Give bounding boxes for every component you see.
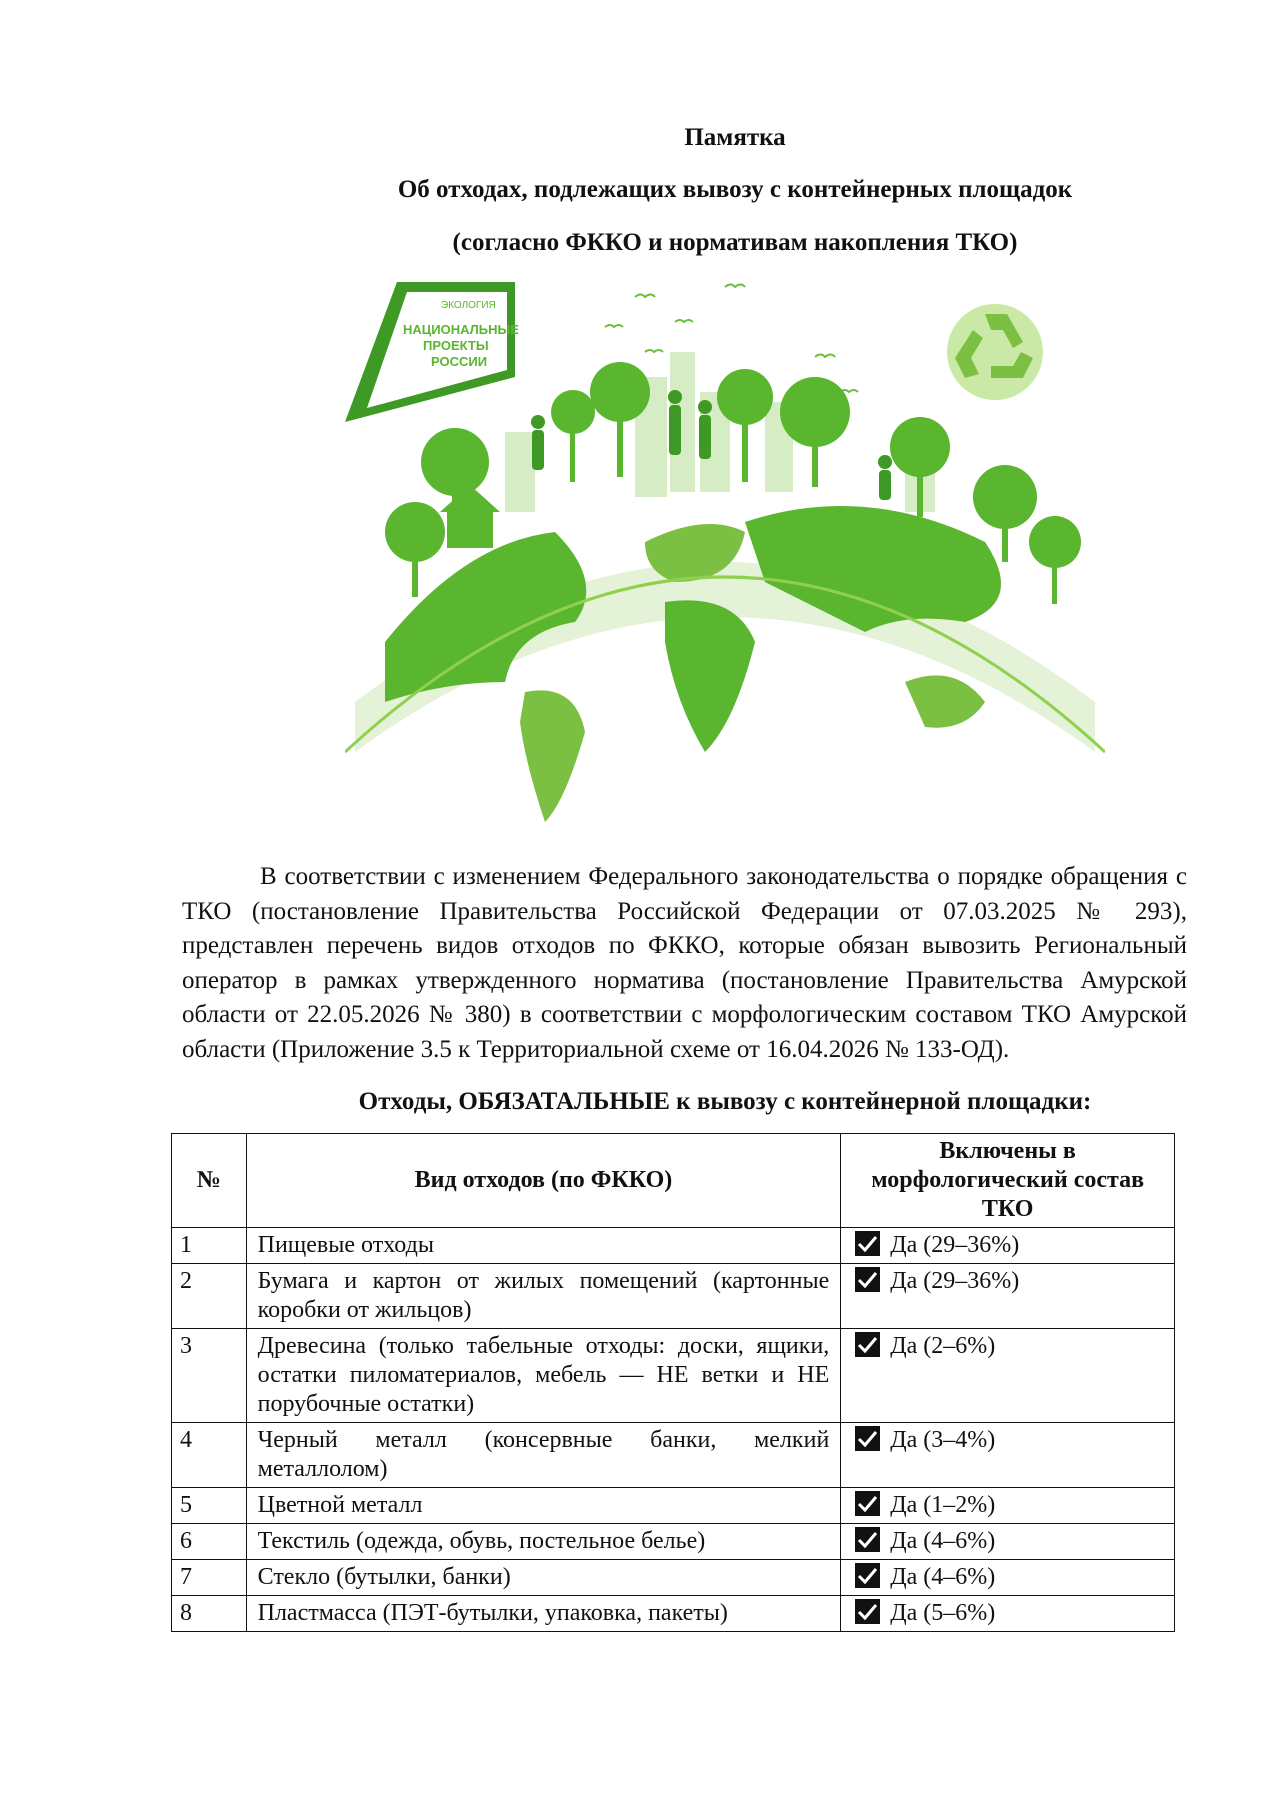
table-row <box>172 1596 1175 1632</box>
table-title: Отходы, ОБЯЗАТАЛЬНЫЕ к вывозу с контейнерной площадки: <box>358 1088 1092 1115</box>
row-included <box>841 1329 1175 1423</box>
included-value: Да (5–6%) <box>890 1600 996 1626</box>
checkbox-checked-icon <box>855 1231 880 1256</box>
globe <box>345 506 1105 837</box>
page-subtitle: Об отходах, подлежащих вывозу с контейнерных площадок <box>397 176 1073 203</box>
row-included <box>841 1524 1175 1560</box>
included-value: Да (4–6%) <box>890 1564 996 1590</box>
checkbox-checked-icon <box>855 1527 880 1552</box>
row-type: Древесина (только табельные отходы: доски, ящики, остатки пиломатериалов, мебель — НЕ ветки и НЕ порубочные остатки) <box>246 1329 841 1423</box>
row-num: 8 <box>172 1596 247 1632</box>
row-type: Текстиль (одежда, обувь, постельное белье) <box>246 1524 841 1560</box>
row-num: 3 <box>172 1329 247 1423</box>
row-type: Черный металл (консервные банки, мелкий металлолом) <box>246 1423 841 1488</box>
logo-text-1: НАЦИОНАЛЬНЫЕ <box>403 322 519 337</box>
table-row <box>172 1264 1175 1329</box>
row-type: Цветной металл <box>246 1488 841 1524</box>
row-num: 5 <box>172 1488 247 1524</box>
row-type: Пластмасса (ПЭТ-бутылки, упаковка, пакеты) <box>246 1596 841 1632</box>
eco-illustration <box>345 282 1105 837</box>
row-included <box>841 1596 1175 1632</box>
logo-text-3: РОССИИ <box>431 354 488 369</box>
table-row <box>172 1488 1175 1524</box>
checkbox-checked-icon <box>855 1332 880 1357</box>
header-type: Вид отходов (по ФККО) <box>246 1134 841 1228</box>
page-title: Памятка <box>684 124 786 151</box>
table-header-row <box>172 1134 1175 1228</box>
checkbox-checked-icon <box>855 1563 880 1588</box>
row-type: Стекло (бутылки, банки) <box>246 1560 841 1596</box>
row-num: 4 <box>172 1423 247 1488</box>
checkbox-checked-icon <box>855 1426 880 1451</box>
included-value: Да (29–36%) <box>890 1232 1020 1258</box>
row-included <box>841 1228 1175 1264</box>
checkbox-checked-icon <box>855 1491 880 1516</box>
logo-text-2: ПРОЕКТЫ <box>423 338 489 353</box>
included-value: Да (3–4%) <box>890 1427 996 1453</box>
row-type: Бумага и картон от жилых помещений (картонные коробки от жильцов) <box>246 1264 841 1329</box>
page-subtitle-2: (согласно ФККО и нормативам накопления ТКО) <box>452 229 1018 256</box>
row-type: Пищевые отходы <box>246 1228 841 1264</box>
row-included <box>841 1264 1175 1329</box>
row-num: 1 <box>172 1228 247 1264</box>
table-row <box>172 1524 1175 1560</box>
table-row <box>172 1423 1175 1488</box>
included-value: Да (1–2%) <box>890 1492 996 1518</box>
intro-paragraph: В соответствии с изменением Федерального законодательства о порядке обращения с ТКО (постановление Правительства Российской Федерации от 07.03.2025 № 293), представлен перечень видов отходов по ФККО, которые обязан вывозить Региональный оператор в рамках утвержденного норматива (постановление Правительства Амурской области от 22.05.2026 № 380) в соответствии с морфологическим составом ТКО Амурской области (Приложение 3.5 к Территориальной схеме от 16.04.2026 № 133-ОД). <box>182 863 1187 1063</box>
checkbox-checked-icon <box>855 1599 880 1624</box>
waste-table <box>171 1133 1175 1632</box>
row-included <box>841 1560 1175 1596</box>
row-included <box>841 1488 1175 1524</box>
row-included <box>841 1423 1175 1488</box>
included-value: Да (2–6%) <box>890 1333 996 1359</box>
checkbox-checked-icon <box>855 1267 880 1292</box>
included-value: Да (4–6%) <box>890 1528 996 1554</box>
logo-text-ecology: ЭКОЛОГИЯ <box>441 300 496 311</box>
header-num: № <box>172 1134 247 1228</box>
row-num: 2 <box>172 1264 247 1329</box>
row-num: 7 <box>172 1560 247 1596</box>
recycle-icon <box>947 304 1043 400</box>
table-row <box>172 1329 1175 1423</box>
included-value: Да (29–36%) <box>890 1268 1020 1294</box>
national-projects-logo <box>345 282 519 422</box>
row-num: 6 <box>172 1524 247 1560</box>
table-row <box>172 1228 1175 1264</box>
table-row <box>172 1560 1175 1596</box>
header-included: Включены в морфологический состав ТКО <box>841 1134 1175 1228</box>
